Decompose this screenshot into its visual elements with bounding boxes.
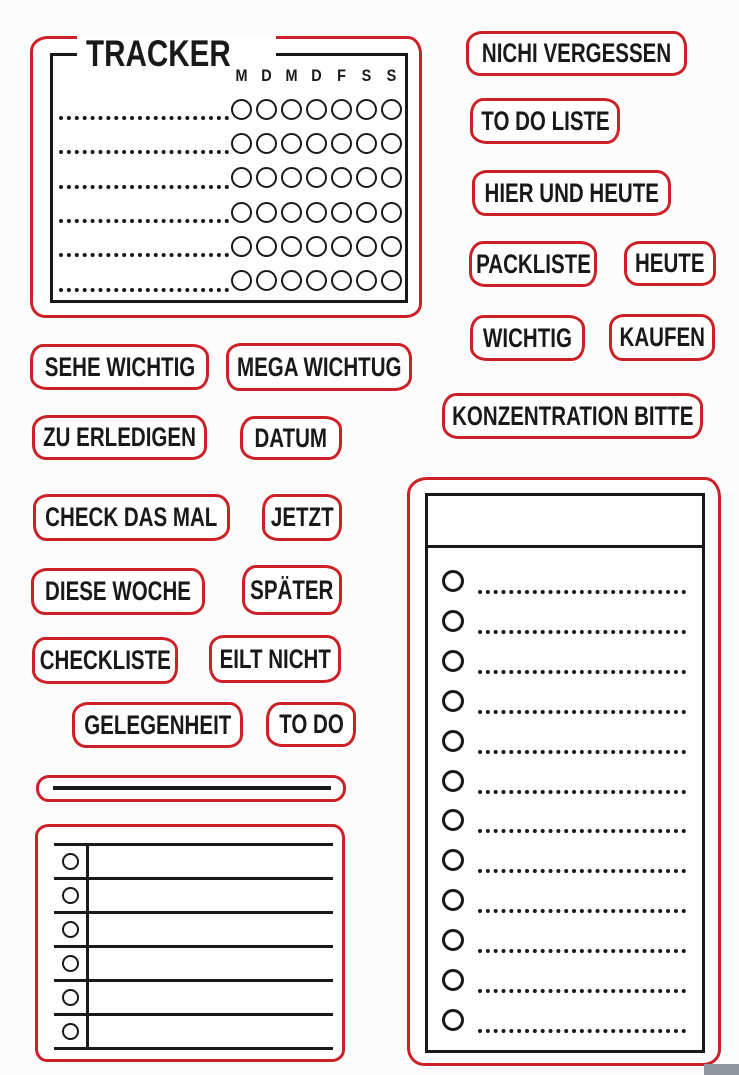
stamp-kaufen [609,314,715,361]
stamp-label: GELEGENHEIT [83,709,232,740]
dotted-line [59,179,229,189]
scrollbar-thumb[interactable] [704,1064,739,1075]
checkbox-circle [62,921,79,938]
stamp-diese-woche [31,568,205,615]
checkbox-circle [62,1023,79,1040]
checkbox-circle [442,889,464,911]
tracker-table [50,33,408,303]
tracker-circle-group [231,167,402,188]
checkbox-circle [442,570,464,592]
circle-cell [54,1016,89,1047]
checkbox-circle [256,236,277,257]
todo-list-row [428,681,702,721]
day-letter: S [361,66,372,85]
stamp-label: PACKLISTE [475,248,591,279]
lined-list-row [54,914,333,948]
checkbox-circle [331,133,352,154]
dotted-line [478,702,686,714]
stamp-to-do [266,702,356,747]
dotted-line [478,981,686,993]
tracker-stamp [30,33,422,318]
checkbox-circle [381,99,402,120]
circle-cell [54,880,89,911]
day-letter: M [285,66,298,85]
checkbox-circle [356,133,377,154]
checkbox-circle [281,167,302,188]
checkbox-circle [306,202,327,223]
dotted-line [478,861,686,873]
dotted-line [59,144,229,154]
stamp-label: HEUTE [635,248,705,278]
checkbox-circle [442,730,464,752]
circle-cell [54,948,89,979]
stamp-label: JETZT [270,502,334,532]
todo-list-row [428,561,702,601]
checkbox-circle [331,99,352,120]
checkbox-circle [442,1009,464,1031]
stamp-label: KONZENTRATION BITTE [451,400,694,431]
lined-list-stamp [35,824,345,1062]
todo-list-row [428,1000,702,1040]
stamp-zu-erledigen [32,415,207,460]
divider-line [53,786,331,790]
todo-list-table [425,493,705,1053]
tracker-day-header [231,66,402,86]
todo-list-rows [428,548,702,1050]
stamp-datum [240,416,342,460]
dotted-line [59,282,229,292]
writing-space [89,846,333,877]
dotted-line [478,742,686,754]
checkbox-circle [331,236,352,257]
tracker-row [57,161,402,195]
checkbox-circle [231,202,252,223]
checkbox-circle [231,270,252,291]
stamp-check-das-mal [33,494,230,541]
checkbox-circle [442,969,464,991]
checkbox-circle [62,853,79,870]
tracker-circle-group [231,236,402,257]
checkbox-circle [231,99,252,120]
checkbox-circle [256,99,277,120]
stamp-label: WICHTIG [483,322,572,353]
lined-list-row [54,846,333,880]
writing-space [89,982,333,1013]
stamp-label: TO DO LISTE [480,105,610,136]
stamp-label: CHECK DAS MAL [45,502,218,532]
day-letter: F [337,66,346,85]
checkbox-circle [356,236,377,257]
stamp-label: SPÄTER [250,574,334,605]
day-letter: D [261,66,272,85]
tracker-row [57,126,402,160]
checkbox-circle [442,610,464,632]
dotted-line [478,782,686,794]
stamp-label: ZU ERLEDIGEN [43,422,196,452]
stamp-jetzt [262,494,342,541]
checkbox-circle [231,236,252,257]
checkbox-circle [331,270,352,291]
checkbox-circle [306,167,327,188]
checkbox-circle [442,849,464,871]
checkbox-circle [256,167,277,188]
checkbox-circle [331,202,352,223]
tracker-circle-group [231,133,402,154]
lined-list-row [54,982,333,1016]
stamp-mega-wichtug [226,343,412,391]
checkbox-circle [331,167,352,188]
stamp-label: EILT NICHT [219,643,331,674]
checkbox-circle [306,99,327,120]
dotted-line [478,1021,686,1033]
todo-list-row [428,641,702,681]
checkbox-circle [356,167,377,188]
checkbox-circle [256,202,277,223]
stamp-heute [624,241,716,286]
checkbox-circle [381,133,402,154]
todo-list-row [428,801,702,841]
day-letter: D [311,66,322,85]
todo-list-row [428,840,702,880]
tracker-row [57,264,402,298]
writing-space [89,914,333,945]
dotted-line [478,662,686,674]
checkbox-circle [381,167,402,188]
tracker-circle-group [231,270,402,291]
dotted-line [59,110,229,120]
checkbox-circle [442,650,464,672]
stamp-label: CHECKLISTE [39,645,171,675]
circle-cell [54,846,89,877]
tracker-row [57,195,402,229]
checkbox-circle [356,270,377,291]
checkbox-circle [281,236,302,257]
stamp-label: KAUFEN [619,322,705,352]
todo-list-stamp [407,477,721,1066]
checkbox-circle [381,202,402,223]
checkbox-circle [442,690,464,712]
circle-cell [54,982,89,1013]
dotted-line [478,582,686,594]
todo-list-row [428,721,702,761]
day-letter: M [235,66,248,85]
dotted-line [478,821,686,833]
stamp-wichtig [470,315,585,361]
writing-space [89,1016,333,1047]
stamp-checkliste [32,637,178,684]
stamp-to-do-liste [470,98,620,144]
checkbox-circle [62,955,79,972]
checkbox-circle [62,989,79,1006]
todo-list-header-box [428,496,702,548]
checkbox-circle [256,133,277,154]
todo-list-row [428,920,702,960]
lined-list-row [54,1016,333,1050]
stamp-label: SEHE WICHTIG [44,351,195,382]
stamp-sehe-wichtig [30,344,209,390]
checkbox-circle [442,809,464,831]
tracker-rows [57,92,402,298]
stamp-spaeter [242,565,342,615]
stamp-gelegenheit [72,702,243,748]
stamp-label: MEGA WICHTUG [236,351,402,382]
todo-list-row [428,761,702,801]
stamp-label: HIER UND HEUTE [484,177,659,208]
checkbox-circle [281,270,302,291]
todo-list-row [428,880,702,920]
dotted-line [59,213,229,223]
checkbox-circle [306,133,327,154]
checkbox-circle [281,133,302,154]
dotted-line [59,247,229,257]
checkbox-circle [442,770,464,792]
checkbox-circle [356,202,377,223]
dotted-line [478,941,686,953]
tracker-title-text: TRACKER [86,33,231,74]
dotted-line [478,622,686,634]
checkbox-circle [306,236,327,257]
todo-list-row [428,960,702,1000]
stamp-hier-und-heute [472,170,671,216]
stamp-nichi-vergessen [466,31,687,76]
checkbox-circle [281,99,302,120]
writing-space [89,948,333,979]
checkbox-circle [62,887,79,904]
circle-cell [54,914,89,945]
stamp-label: DATUM [254,422,328,453]
stamp-packliste [469,241,597,287]
stamp-label: DIESE WOCHE [45,576,191,606]
lined-list-row [54,880,333,914]
stamp-label: TO DO [278,709,344,739]
tracker-row [57,229,402,263]
day-letter: S [386,66,397,85]
checkbox-circle [281,202,302,223]
lined-list-rows [54,843,333,1050]
checkbox-circle [231,167,252,188]
stamp-eilt-nicht [209,635,341,683]
checkbox-circle [231,133,252,154]
tracker-circle-group [231,202,402,223]
checkbox-circle [306,270,327,291]
divider-line-stamp [36,775,346,802]
checkbox-circle [356,99,377,120]
dotted-line [478,901,686,913]
checkbox-circle [256,270,277,291]
checkbox-circle [381,270,402,291]
tracker-row [57,92,402,126]
checkbox-circle [381,236,402,257]
stamp-label: NICHI VERGESSEN [481,38,672,68]
tracker-circle-group [231,99,402,120]
writing-space [89,880,333,911]
stamp-konzentration-bitte [442,393,703,439]
lined-list-row [54,948,333,982]
todo-list-row [428,601,702,641]
checkbox-circle [442,929,464,951]
